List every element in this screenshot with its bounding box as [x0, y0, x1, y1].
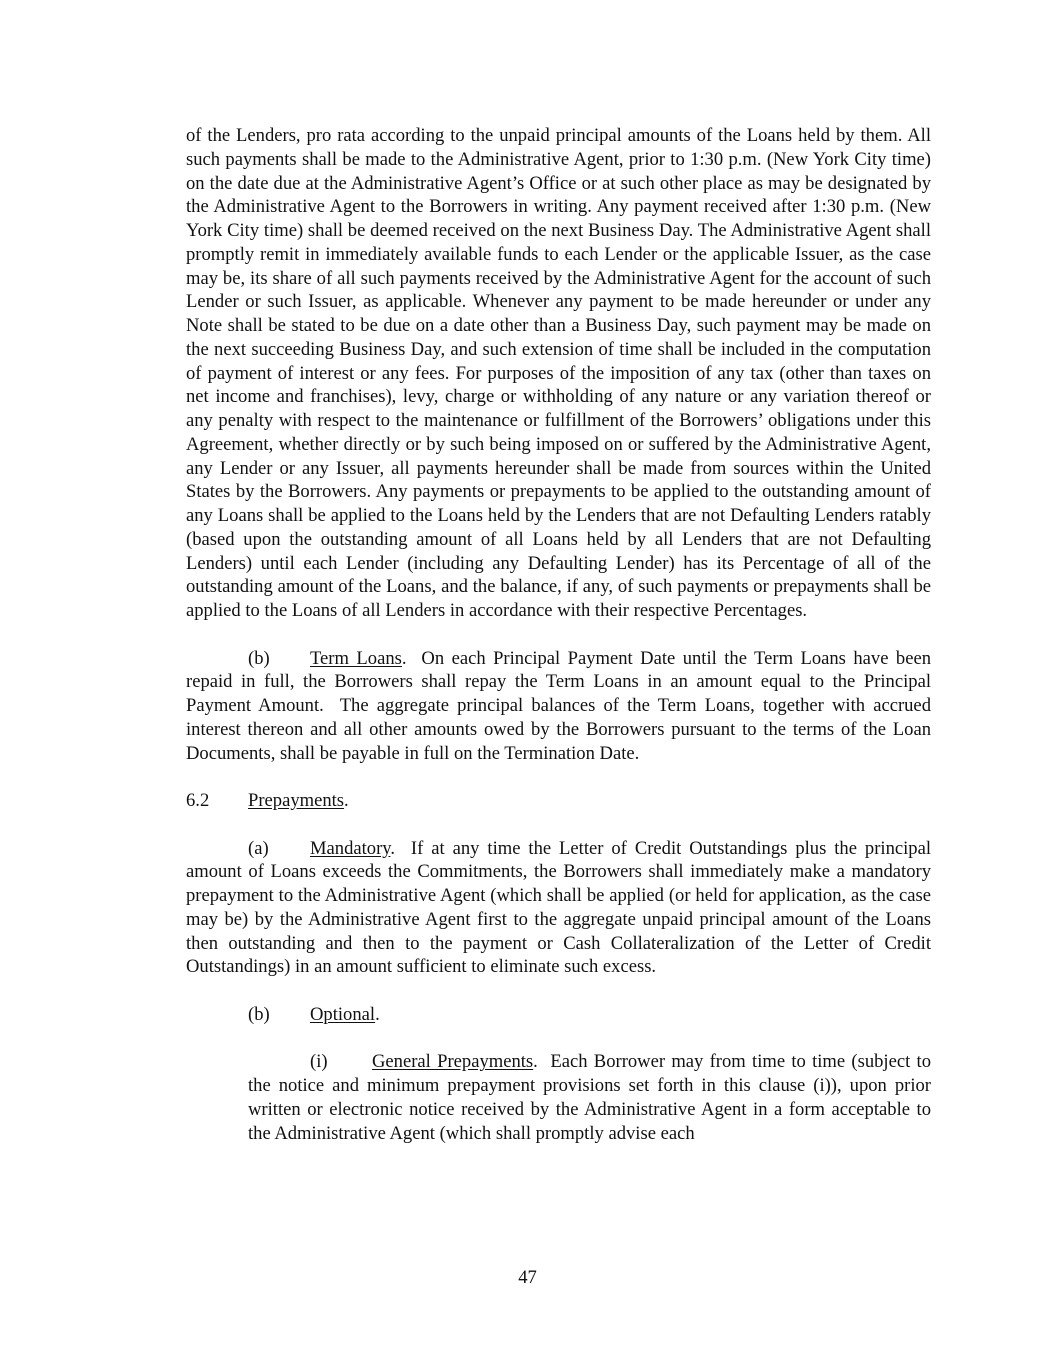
term-loans-paragraph — [186, 647, 936, 766]
clause-marker: (i) — [310, 1051, 328, 1073]
clause-heading-optional: Optional — [310, 1003, 376, 1025]
clause-heading-mandatory: Mandatory — [310, 837, 391, 859]
heading-punctuation: . — [375, 1003, 380, 1025]
section-number: 6.2 — [186, 790, 210, 811]
clause-body: On each Principal Payment Date until the Term Loans have been repaid in full, the Borrowers shall repay the Term Loans in an amount equal to the Principal Payment Amount. The aggregate principal balances of the Term Loans, together with accrued interest thereon and all other amounts owed by the Borrowers pursuant to the terms of the Loan Documents, shall be payable in full on the Termination Date. — [186, 647, 936, 764]
paragraph-spacer — [186, 813, 931, 837]
general-prepayments-paragraph — [248, 1050, 936, 1145]
paragraph-spacer — [186, 979, 931, 1003]
page-number: 47 — [518, 1267, 537, 1288]
section-heading-6-2 — [186, 789, 931, 813]
heading-punctuation: . — [533, 1051, 538, 1073]
section-title-prepayments: Prepayments — [248, 790, 345, 811]
clause-marker: (a) — [248, 837, 269, 859]
clause-heading-general-prepayments: General Prepayments — [372, 1051, 534, 1073]
heading-punctuation: . — [390, 837, 396, 859]
clause-heading-term-loans: Term Loans — [310, 647, 402, 669]
paragraph-spacer — [186, 623, 931, 647]
payment-terms-paragraph: of the Lenders, pro rata according to the unpaid principal amounts of the Loans held by them. All such payments shall be made to the Administrative Agent, prior to 1:30 p.m. (New York City time) on the date due at the Administrative Agent’s Office or at such other place as may be designated by the Administrative Agent to the Borrowers in writing. Any payment received after 1:30 p.m. (New York City time) shall be deemed received on the next Business Day. The Administrative Agent shall promptly remit in immediately available funds to each Lender or the applicable Issuer, as the case may be, its share of all such payments received by the Administrative Agent for the account of such Lender or such Issuer, as applicable. Whenever any payment to be made hereunder or under any Note shall be stated to be due on a date other than a Business Day, such payment may be made on the next succeeding Business Day, and such extension of time shall be included in the computation of payment of interest or any fees. For purposes of the imposition of any tax (other than taxes on net income and franchises), levy, charge or withholding of any nature or any variation thereof or any penalty with respect to the maintenance or fulfillment of the Borrowers’ obligations under this Agreement, whether directly or by such being imposed on or suffered by the Administrative Agent, any Lender or any Issuer, all payments hereunder shall be made from sources within the United States by the Borrowers. Any payments or prepayments to be applied to the outstanding amount of any Loans shall be applied to the Loans held by the Lenders that are not Defaulting Lenders ratably (based upon the outstanding amount of all Loans held by all Lenders that are not Defaulting Lenders) until each Lender (including any Defaulting Lender) has its Percentage of all of the outstanding amount of the Loans, and the balance, if any, of such payments or prepayments shall be applied to the Loans of all Lenders in accordance with their respective Percentages. — [186, 125, 931, 621]
clause-marker: (b) — [248, 647, 270, 669]
clause-marker: (b) — [248, 1003, 270, 1025]
heading-punctuation: . — [401, 647, 407, 669]
clause-body: If at any time the Letter of Credit Outstandings plus the principal amount of Loans exceeds the Commitments, the Borrowers shall immediately make a mandatory prepayment to the Administrative Agent (which shall be applied (or held for application, as the case may be) by the Administrative Agent first to the aggregate unpaid principal amount of the Loans then outstanding and then to the payment or Cash Collateralization of the Letter of Credit Outstandings) in an amount sufficient to eliminate such excess. — [186, 837, 936, 978]
clause-body: Each Borrower may from time to time (subject to the notice and minimum prepayment provisions set forth in this clause (i)), upon prior written or electronic notice received by the Administrative Agent in a form acceptable to the Administrative Agent (which shall promptly advise each — [248, 1051, 936, 1144]
paragraph-spacer — [186, 1027, 931, 1051]
document-page — [186, 124, 936, 1145]
heading-punctuation: . — [344, 790, 349, 811]
mandatory-prepayment-paragraph — [186, 837, 936, 980]
optional-prepayment-heading — [186, 1003, 931, 1027]
paragraph-spacer — [186, 765, 931, 789]
